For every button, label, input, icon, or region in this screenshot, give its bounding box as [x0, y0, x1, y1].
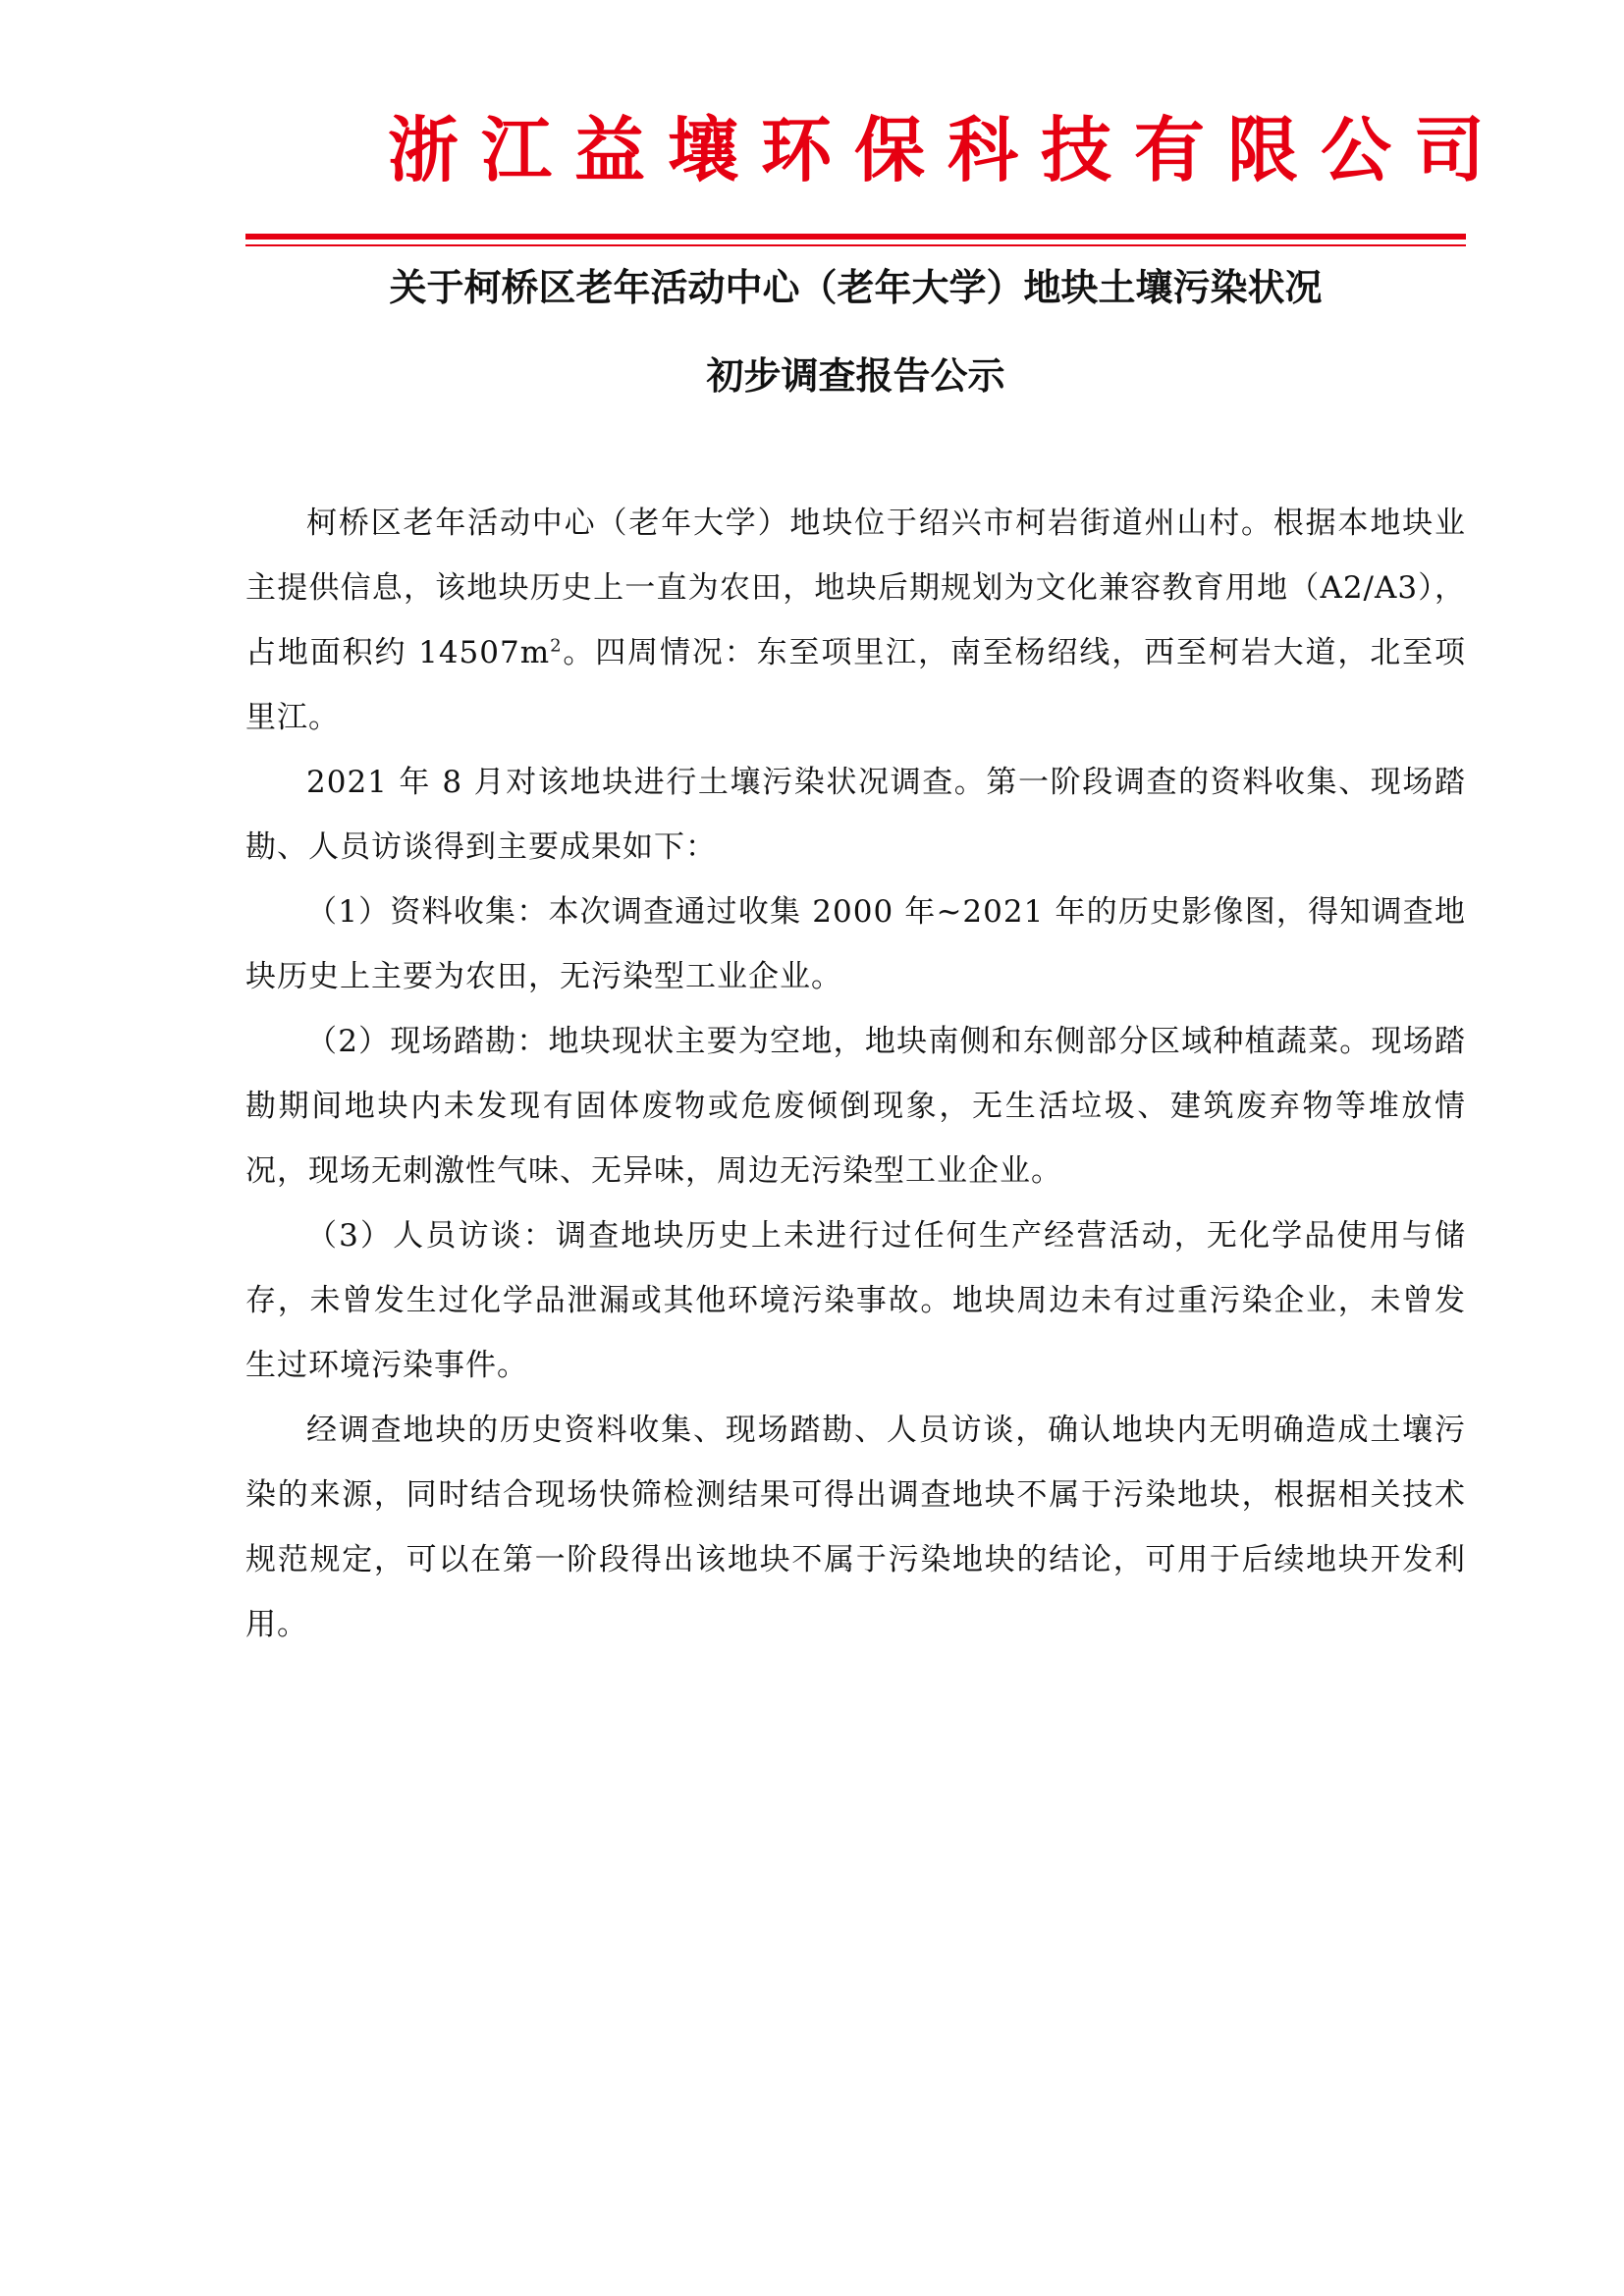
paragraph-survey-intro: 2021 年 8 月对该地块进行土壤污染状况调查。第一阶段调查的资料收集、现场踏勘、人员访谈得到主要成果如下：	[245, 765, 1466, 865]
letterhead-rule-thin	[245, 244, 1466, 246]
document-title-line-2: 初步调查报告公示	[706, 354, 1005, 398]
paragraph-site-overview	[245, 491, 1466, 750]
paragraph-site-inspection: （2）现场踏勘：地块现状主要为空地，地块南侧和东侧部分区域种植蔬菜。现场踏勘期间地块内未发现有固体废物或危废倾倒现象，无生活垃圾、建筑废弃物等堆放情况，现场无刺激性气味、无异味，周边无污染型工业企业。	[245, 1024, 1466, 1189]
paragraph-site-overview-text-cont: 。四周情况：东至项里江，南至杨绍线，西至柯岩大道，北至项里江。	[245, 635, 1466, 735]
paragraph-site-overview-text: 柯桥区老年活动中心（老年大学）地块位于绍兴市柯岩街道州山村。根据本地块业主提供信息，该地块历史上一直为农田，地块后期规划为文化兼容教育用地（A2/A3），占地面积约 14507m	[245, 506, 1466, 670]
document-title-line-1: 关于柯桥区老年活动中心（老年大学）地块土壤污染状况	[389, 266, 1323, 309]
letterhead-rule-thick	[245, 234, 1466, 240]
paragraph-conclusion: 经调查地块的历史资料收集、现场踏勘、人员访谈，确认地块内无明确造成土壤污染的来源，同时结合现场快筛检测结果可得出调查地块不属于污染地块，根据相关技术规范规定，可以在第一阶段得出该地块不属于污染地块的结论，可用于后续地块开发利用。	[245, 1413, 1466, 1642]
area-unit-superscript: 2	[550, 635, 563, 657]
paragraph-interviews: （3）人员访谈：调查地块历史上未进行过任何生产经营活动，无化学品使用与储存，未曾发生过化学品泄漏或其他环境污染事故。地块周边未有过重污染企业，未曾发生过环境污染事件。	[245, 1218, 1466, 1383]
paragraph-data-collection: （1）资料收集：本次调查通过收集 2000 年~2021 年的历史影像图，得知调查地块历史上主要为农田，无污染型工业企业。	[245, 894, 1466, 994]
document-body	[245, 491, 1466, 1657]
company-letterhead: 浙江益壤环保科技有限公司	[388, 109, 1508, 191]
